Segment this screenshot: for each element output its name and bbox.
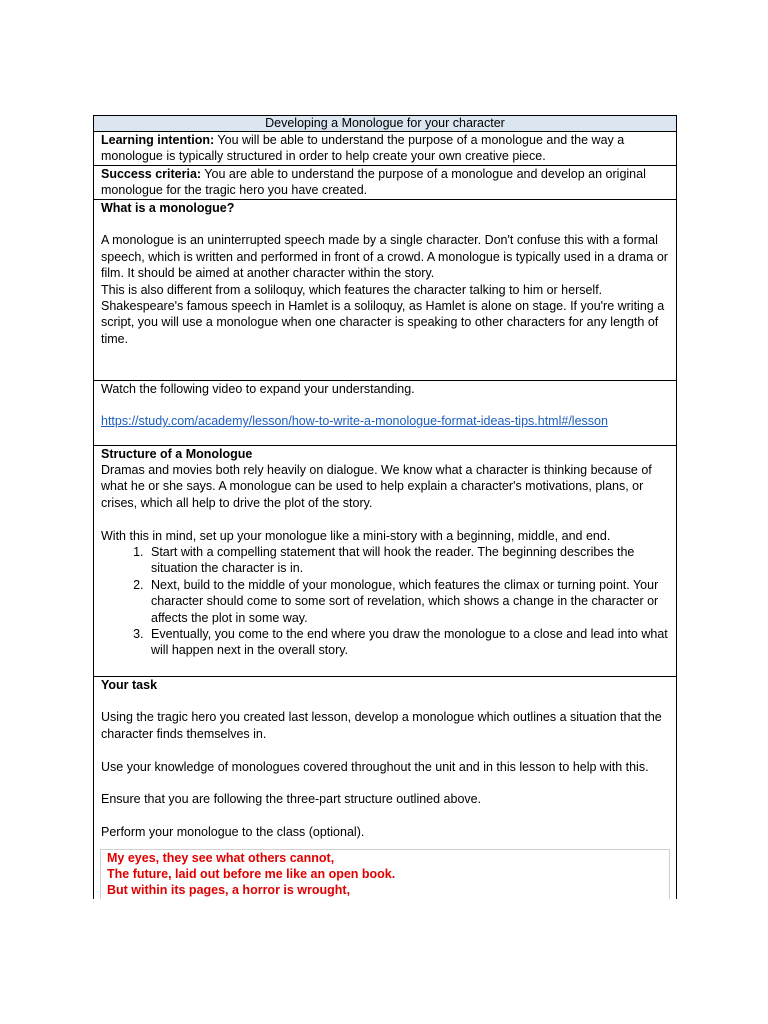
- task-paragraph-1: Using the tragic hero you created last lesson, develop a monologue which outlines a situation that the character finds themselves in.: [101, 710, 662, 741]
- monologue-line-2: The future, laid out before me like an open book.: [107, 867, 396, 882]
- structure-heading: Structure of a Monologue: [101, 446, 253, 461]
- task-row: [94, 677, 676, 899]
- structure-paragraph-2: With this in mind, set up your monologue like a mini-story with a beginning, middle, and end.: [101, 528, 611, 543]
- task-heading: Your task: [101, 677, 158, 692]
- page-title: Developing a Monologue for your character: [94, 116, 676, 132]
- structure-step-2: 2. Next, build to the middle of your monologue, which features the climax or turning point. Your character should come to some sort of revelation, which shows a change in the character or affects the plot in some way.: [147, 577, 669, 626]
- success-criteria-row: [94, 166, 676, 200]
- success-criteria-label: Success criteria:: [101, 166, 202, 181]
- monologue-draft-box[interactable]: [100, 849, 670, 899]
- success-criteria-text: You are able to understand the purpose of a monologue and develop an original monologue for the tragic hero you have created.: [101, 166, 646, 198]
- learning-intention-label: Learning intention:: [101, 133, 215, 147]
- structure-steps: [101, 544, 669, 659]
- task-paragraph-2: Use your knowledge of monologues covered throughout the unit and in this lesson to help with this.: [101, 759, 649, 774]
- what-is-paragraph-1: A monologue is an uninterrupted speech made by a single character. Don't confuse this with a formal speech, which is written and performed in front of a crowd. A monologue is typically used in a drama or film. It should be aimed at another character within the story.: [101, 233, 668, 281]
- what-is-paragraph-2: This is also different from a soliloquy, which features the character talking to him or herself. Shakespeare's famous speech in Hamlet is a soliloquy, as Hamlet is alone on stage. If you're writing a script, you will use a monologue when one character is speaking to other characters for any length of time.: [101, 282, 665, 346]
- monologue-line-3: But within its pages, a horror is wrought,: [107, 883, 351, 898]
- task-paragraph-3: Ensure that you are following the three-part structure outlined above.: [101, 792, 482, 807]
- structure-row: [94, 446, 676, 677]
- structure-step-1: 1. Start with a compelling statement that will hook the reader. The beginning describes the situation the character is in.: [147, 544, 669, 577]
- monologue-line-1: My eyes, they see what others cannot,: [107, 850, 335, 865]
- learning-intention-row: [94, 132, 676, 166]
- what-is-monologue-row: [94, 200, 676, 381]
- task-paragraph-4: Perform your monologue to the class (optional).: [101, 825, 365, 840]
- video-row: [94, 381, 676, 446]
- lesson-table: [93, 115, 677, 899]
- video-intro: Watch the following video to expand your understanding.: [101, 381, 415, 396]
- structure-step-3: 3. Eventually, you come to the end where you draw the monologue to a close and lead into what will happen next in the overall story.: [147, 626, 669, 659]
- learning-intention-text: You will be able to understand the purpose of a monologue and the way a monologue is typically structured in order to help create your own creative piece.: [101, 133, 625, 164]
- video-link[interactable]: https://study.com/academy/lesson/how-to-write-a-monologue-format-ideas-tips.html#/lesson: [101, 414, 608, 429]
- what-is-heading: What is a monologue?: [101, 200, 235, 215]
- structure-paragraph-1: Dramas and movies both rely heavily on dialogue. We know what a character is thinking because of what he or she says. A monologue can be used to help explain a character's motivations, plans, or crises, which all help to drive the plot of the story.: [101, 463, 652, 510]
